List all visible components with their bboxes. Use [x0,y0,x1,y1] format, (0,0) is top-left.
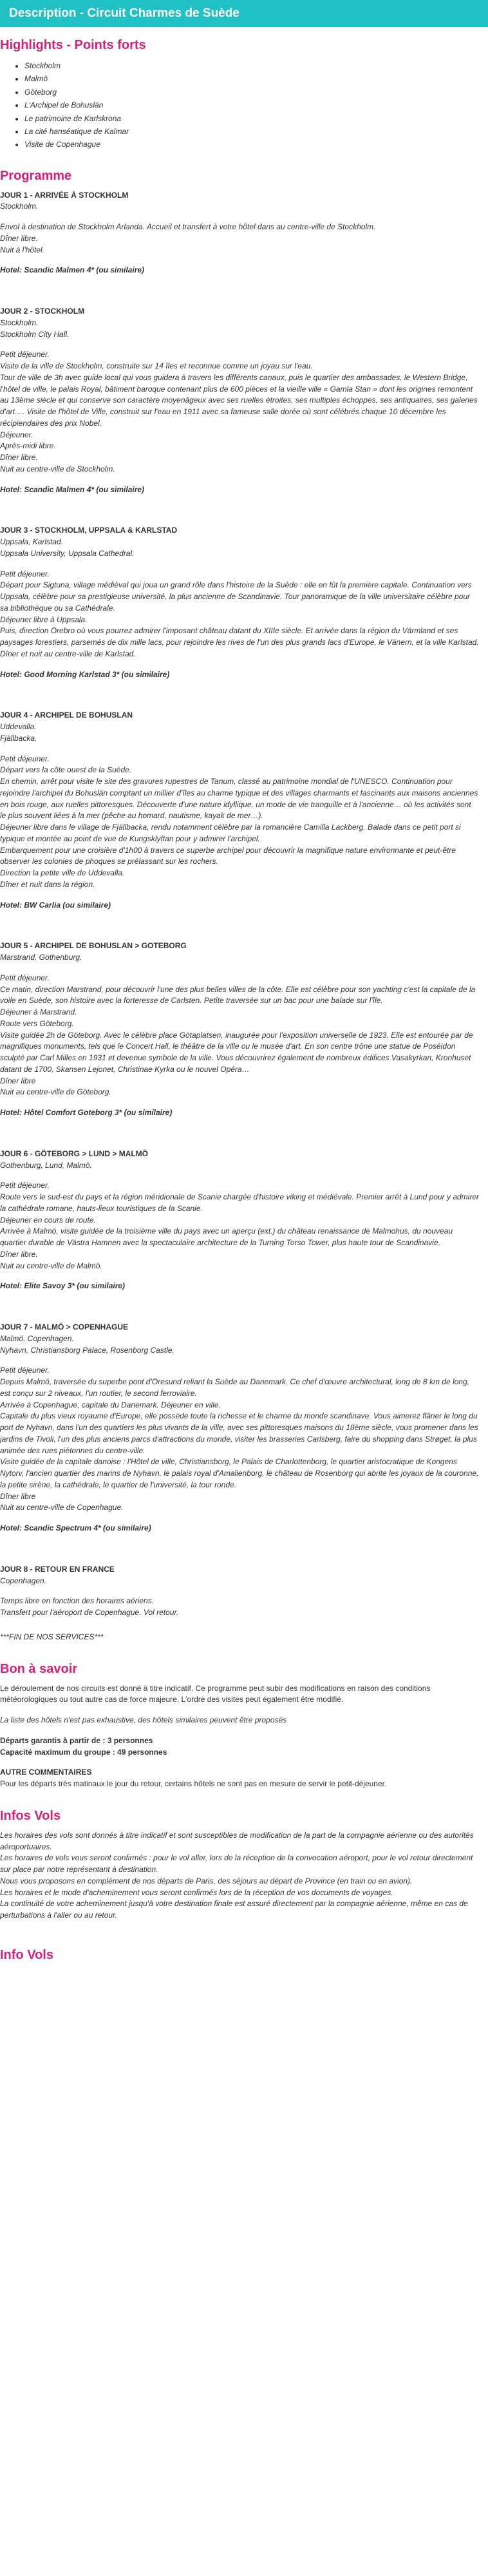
day-description-line: Arrivée à Malmö, visite guidée de la troisième ville du pays avec un aperçu (ext.) du château renaissance de Malmohus, du nouveau quartier durable de Västra Hamnen avec la spectaculaire architecture de la Turning Torso Tower, plus haute tour de Scandinavie. [0,1226,453,1248]
infos-vols-line: Les horaires des vols sont donnés à titre indicatif et sont susceptibles de modification de la part de la compagnie aérienne ou des autorités aéroportuaires. [0,1830,474,1851]
day-title: JOUR 3 - STOCKHOLM, UPPSALA & KARLSTAD [0,526,178,535]
highlight-item: • Stockholm [24,59,479,72]
spacer [0,340,479,349]
infos-vols-line: Nous vous proposons en complément de nos départs de Paris, des séjours au départ de Province (en train ou en avion). [0,1876,413,1885]
day-description-line: Route vers Göteborg. [0,1018,74,1028]
day-description-line: Tour de ville de 3h avec guide local qui vous guidera à travers les différents canaux, puis le quartier des ambassades, le Western Bridge, l'hôtel de ville, le palais Royal, bâtiment baroque contenant plus de 600 pièces et la vieille ville « Gamla Stan » dont les origines remontent au 13ème siècle et qui conserve son caractère moyenâgeux avec ses ruelles étroites, ses multiples échoppes, ses antiquaires, ses galeries d'art…. Visite de l'hôtel de Ville, construit sur l'eau en 1911 avec sa fameuse salle dorée où sont célébrés chaque 10 décembre les récipiendaires des prix Nobel. [0,372,478,428]
day-places: Marstrand, Gothenburg. [0,953,82,962]
day-separator [0,276,479,306]
day-description-line: Petit déjeuner. [0,1366,50,1375]
highlight-item: • Visite de Copenhague [24,138,479,151]
day-hotel: Hotel: Elite Savoy 3* (ou similaire) [0,1281,126,1291]
day-title: JOUR 8 - RETOUR EN FRANCE [0,1564,115,1574]
day-hotel: Hotel: Scandic Malmen 4* (ou similaire) [0,265,145,275]
day-title: JOUR 7 - MALMÖ > COPENHAGUE [0,1322,129,1332]
day-description-line: Visite guidée de la capitale danoise : l'Hôtel de ville, Christiansborg, le Palais de Charlottenborg, le quartier aristocratique de Kongens Nytorv, l'ancien quartier des marins de Nyhavn, le palais royal d'Amalienborg, le château de Rosenborg qui abrite les joyaux de la couronne, la petite sirène, la cathédrale, le quartier de l'université, la tour ronde. [0,1457,479,1489]
day-description-line: Petit déjeuner. [0,754,50,763]
day-description-line: Visite guidée 2h de Göteborg. Avec le célèbre place Götaplatsen, inaugurée pour l'exposition universelle de 1923. Elle est entourée par de magnifiques monuments, tels que le Concert Hall, le théâtre de la ville ou le musée d'art. En son centre trône une statue de Poséidon sculpté par Carl Milles en 1931 et devenue symbole de la ville. Vous découvrirez également de nombreux édifices Vasakyrkan, Kronhuset datant de 1700, Skansen Lejonet, Christinae Kyrka ou le nouvel Opéra… [0,1030,473,1074]
day-block [0,710,479,911]
day-description-line: Puis, direction Örebro où vous pourrez admirer l'imposant château datant du XIIIe siècle. Et arrivée dans la région du Värmland et ses paysages forestiers, parsemés de dix mille lacs, pour rejoindre les rives de l'un des plus grands lacs d'Europe, le Vänern, et la ville Karlstad. [0,626,479,647]
day-places: Malmö, Copenhagen. [0,1333,74,1343]
highlight-item: • Göteborg [24,86,479,99]
page-title-banner [0,0,488,27]
day-description-line: Dîner libre. [0,1249,38,1259]
day-description-line: En chemin, arrêt pour visite le site des gravures rupestres de Tanum, classé au patrimoine mondial de l'UNESCO. Continuation pour rejoindre l'archipel du Bohuslän comptant un millier d'îles au charme typique et des villages charmants et fascinants aux maisons anciennes en bois rouge, aux ruelles pittoresques. Découverte d'une nature idyllique, un mode de vie tranquille et à l'ancienne… où les activités sont le plus souvent liées à la mer (pêche au homard, nautisme, kayak de mer…). [0,777,478,821]
day-description-line: Arrivée à Copenhague, capitale du Danemark. Déjeuner en ville. [0,1400,221,1409]
day-description-line: Embarquement pour une croisière d'1h00 à travers ce superbe archipel pour découvrir la magnifique nature environnante et peut-être observer les colonies de phoques se prélassant sur les rochers. [0,845,456,866]
spacer [0,1171,479,1180]
day-separator [0,1292,479,1322]
day-description-line: Dîner libre [0,1491,36,1501]
day-places: Copenhagen. [0,1576,47,1585]
programme-title: Programme [0,168,72,183]
day-description-line: Départ pour Sigtuna, village médiéval qui joua un grand rôle dans l'histoire de la Suède : elle en fût la première capitale. Continuation vers Uppsala, célèbre pour sa prestigieuse université, la plus ancienne de Scandinavie. Tour panoramique de la ville universitaire célèbre pour sa bibliothèque ou sa Cathédrale. [0,580,472,613]
day-description-line: Déjeuner en cours de route. [0,1215,96,1225]
day-places: Uppsala, Karlstad. [0,537,64,547]
highlights-list [0,59,479,151]
infos-vols-line: Les horaires de vols vous seront confirmés : pour le vol aller, lors de la réception de la convocation aéroport, pour le vol retour directement sur place par notre représentant à destination. [0,1853,473,1875]
bon-a-savoir-text-2: La liste des hôtels n'est pas exhaustive, des hôtels similaires peuvent être proposés [0,1715,287,1725]
day-description-line: Capitale du plus vieux royaume d'Europe, elle possède toute la richesse et le charme du monde scandinave. Vous aimerez flâner le long du port de Nyhavn, dans l'un des quartiers les plus vivants de la ville, avec ses pittoresques maisons du 18ème siècle, vous promener dans les jardins de Tivoli, l'un des plus anciens parcs d'attractions du monde, visiter les brasseries Carlsberg, faire du shopping dans Strøget, la plus animée des rues piétonnes du centre-ville. [0,1411,478,1455]
day-description-line: Temps libre en fonction des horaires aériens. [0,1596,155,1606]
info-vols-section [0,1947,479,1963]
day-block [0,1322,479,1534]
day-description-line: Déjeuner. [0,430,33,439]
day-hotel: Hotel: Hôtel Comfort Goteborg 3* (ou similaire) [0,1108,173,1118]
spacer [0,745,479,754]
day-separator [0,495,479,525]
day-title: JOUR 5 - ARCHIPEL DE BOHUSLAN > GOTEBORG [0,941,187,951]
day-description-line: Depuis Malmö, traversée du superbe pont d'Öresund reliant la Suède au Danemark. Ce chef d'œuvre architectural, long de 8 km de long, est conçu sur 2 niveaux, l'un routier, le second ferroviaire. [0,1377,469,1398]
day-block [0,1149,479,1292]
day-description-line: Déjeuner à Marstrand. [0,1007,77,1017]
day-block [0,306,479,495]
capacite-maximum: Capacité maximum du groupe : 49 personnes [0,1747,167,1757]
day-description-line: Nuit à l'hôtel. [0,245,44,254]
day-title: JOUR 1 - ARRIVÉE À STOCKHOLM [0,190,129,200]
day-description-line: Nuit au centre-ville de Stockholm. [0,464,115,473]
highlight-item: • L'Archipel de Bohuslän [24,99,479,111]
spacer [0,964,479,973]
infos-vols-title: Infos Vols [0,1808,61,1823]
day-description-line: Dîner libre [0,1076,36,1085]
spacer [0,1587,479,1596]
highlight-item: • Malmö [24,72,479,85]
day-description-line: Nuit au centre-ville de Malmö. [0,1261,102,1270]
bon-a-savoir-title: Bon à savoir [0,1661,78,1676]
day-description-line: Transfert pour l'aéroport de Copenhague. Vol retour. [0,1608,179,1617]
day-separator [0,680,479,710]
autres-commentaires-title: AUTRE COMMENTAIRES [0,1768,92,1777]
day-hotel: Hotel: Good Morning Karlstad 3* (ou similaire) [0,669,170,679]
highlight-item: • Le patrimoine de Karlskrona [24,112,479,125]
autres-commentaires-text: Pour les départs très matinaux le jour du retour, certains hôtels ne sont pas en mesure de servir le petit-déjeuner. [0,1779,387,1789]
day-description-line: Dîner et nuit dans la région. [0,879,95,889]
spacer [0,560,479,569]
day-description-line: Déjeuner libre à Uppsala. [0,615,88,624]
infos-vols-line: La continuité de votre acheminement jusqu'à votre destination finale est assuré directement par la compagnie aérienne, même en cas de perturbations à l'aller ou au retour. [0,1899,468,1920]
day-description-line: Petit déjeuner. [0,350,50,359]
spacer [0,1356,479,1365]
day-description-line: Petit déjeuner. [0,973,50,982]
day-description-line: Après-midi libre. [0,441,56,451]
day-block [0,525,479,680]
day-description-line: Envol à destination de Stockholm Arlanda. Accueil et transfert à votre hôtel dans au centre-ville de Stockholm. [0,222,376,232]
day-block [0,190,479,277]
infos-vols-lines [0,1830,479,1922]
day-places: Stockholm City Hall. [0,329,70,339]
day-description-line: Petit déjeuner. [0,1181,50,1190]
day-description-line: Départ vers la côte ouest de la Suède. [0,765,132,775]
days-list [0,190,479,1619]
day-description-line: Dîner libre. [0,233,38,243]
spacer [0,213,479,222]
day-places: Stockholm. [0,202,39,211]
highlights-section [0,37,479,151]
day-description-line: Déjeuner libre dans le village de Fjällbacka, rendu notamment célèbre par la romancière Camilla Lackberg. Balade dans ce petit port si typique et montée au point de vue de Kungsklyftan pour y admirer l'archipel. [0,823,461,843]
day-places: Uddevalla. [0,722,37,732]
day-description-line: Ce matin, direction Marstrand, pour découvrir l'une des plus belles villes de la côte. Elle est célèbre pour son yachting c'est la capitale de la voile en Suède, son histoire avec la forteresse de Carlsten. Petite traversée sur un bac pour une balade sur l'île. [0,984,476,1006]
day-description-line: Dîner et nuit au centre-ville de Karlstad. [0,649,136,658]
day-description-line: Petit déjeuner. [0,569,50,578]
day-title: JOUR 2 - STOCKHOLM [0,307,85,316]
day-description-line: Visite de la ville de Stockholm, construite sur 14 îles et reconnue comme un joyau sur l'eau. [0,361,313,371]
day-hotel: Hotel: Scandic Malmen 4* (ou similaire) [0,484,145,494]
day-description-line: Dîner libre. [0,453,38,463]
day-block [0,940,479,1119]
day-title: JOUR 4 - ARCHIPEL DE BOHUSLAN [0,711,133,720]
page-title: Description - Circuit Charmes de Suède [9,6,239,20]
bon-a-savoir-text-1: Le déroulement de nos circuits est donné à titre indicatif. Ce programme peut subir des modifications en raison des conditions météorologiques ou tout autre cas de force majeure. L'ordre des visites peut également être modifié. [0,1683,431,1704]
infos-vols-section [0,1808,479,1922]
infos-vols-line: Les horaires et le mode d'acheminement vous seront confirmés lors de la réception de vos documents de voyages. [0,1887,393,1897]
day-description-line: Nuit au centre-ville de Göteborg. [0,1087,111,1097]
day-description-line: Direction la petite ville de Uddevalla. [0,868,125,878]
day-description-line: Nuit au centre-ville de Copenhague. [0,1503,124,1512]
departs-garantis: Départs garantis à partir de : 3 personnes [0,1735,153,1745]
day-title: JOUR 6 - GÖTEBORG > LUND > MALMÖ [0,1149,149,1158]
day-description-line: Route vers le sud-est du pays et la région méridionale de Scanie chargée d'histoire viking et médiévale. Premier arrêt à Lund pour y admirer la cathédrale romane, hauts-lieux touristiques de la Scanie. [0,1192,480,1213]
day-places: Gothenburg, Lund, Malmö. [0,1160,92,1170]
highlights-title: Highlights - Points forts [0,38,146,52]
day-places: Fjällbacka. [0,733,37,743]
day-separator [0,1534,479,1564]
bon-a-savoir-section [0,1661,479,1790]
end-of-services: ***FIN DE NOS SERVICES*** [0,1632,104,1641]
content [0,37,488,1963]
day-hotel: Hotel: BW Carlia (ou similaire) [0,900,111,910]
programme-section [0,168,479,1643]
info-vols-title: Info Vols [0,1947,53,1962]
day-places: Stockholm. [0,318,39,327]
day-block [0,1564,479,1619]
day-places: Uppsala University, Uppsala Cathedral. [0,548,135,558]
day-places: Nyhavn, Christiansborg Palace, Rosenborg Castle. [0,1345,174,1355]
highlight-item: • La cité hanséatique de Kalmar [24,125,479,138]
day-separator [0,911,479,940]
day-separator [0,1119,479,1149]
day-hotel: Hotel: Scandic Spectrum 4* (ou similaire) [0,1523,151,1533]
